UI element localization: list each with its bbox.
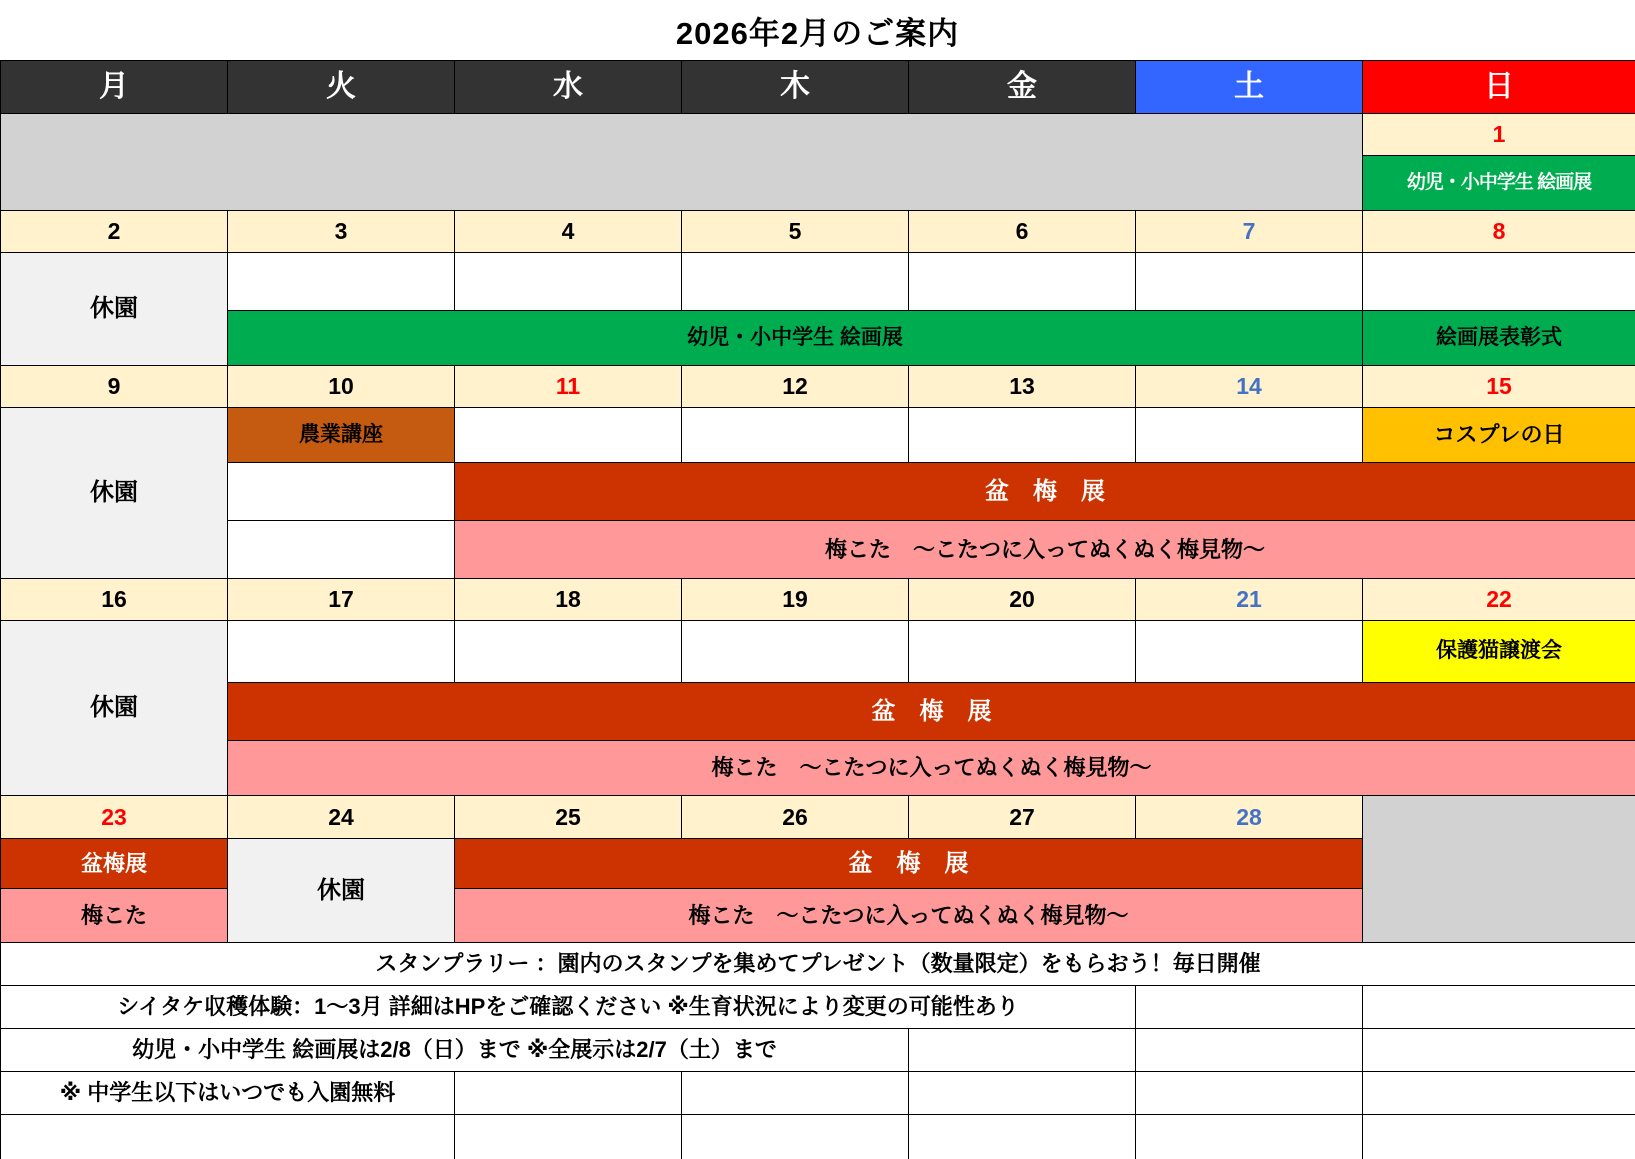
day-7: 7: [1136, 211, 1363, 253]
empty-cell: [1136, 253, 1363, 311]
empty-cell: [228, 463, 455, 521]
grid-cell: [909, 1115, 1136, 1159]
day-19: 19: [682, 579, 909, 621]
day-18: 18: [455, 579, 682, 621]
event-hyoshoshiki-feb8: 絵画展表彰式: [1363, 311, 1635, 366]
week3-event-row-3: [1, 521, 1635, 579]
weekday-header-sun: 日: [1363, 61, 1635, 114]
day-9: 9: [1, 366, 228, 408]
week1-empty-area: [1, 114, 1363, 211]
empty-cell: [455, 408, 682, 463]
note-free-admission: ※ 中学生以下はいつでも入園無料: [1, 1072, 455, 1115]
day-21: 21: [1136, 579, 1363, 621]
empty-cell: [455, 253, 682, 311]
grid-cell: [1136, 1115, 1363, 1159]
day-10: 10: [228, 366, 455, 408]
weekday-header-wed: 水: [455, 61, 682, 114]
event-cosplay-feb15: コスプレの日: [1363, 408, 1635, 463]
page-title: 2026年2月のご案内: [675, 15, 960, 51]
grid-cell: [1363, 1115, 1635, 1159]
empty-cell: [228, 621, 455, 683]
calendar-table: [0, 60, 1635, 1159]
empty-cell: [682, 408, 909, 463]
note-exhibition-dates: 幼児・小中学生 絵画展は2/8（日）まで ※全展示は2/7（土）まで: [1, 1029, 909, 1072]
note-stamp-rally: スタンプラリー ：園内のスタンプを集めてプレゼント（数量限定）をもらおう！毎日開催: [1, 943, 1635, 986]
note-row-empty: [1, 1115, 1635, 1159]
day-8: 8: [1363, 211, 1635, 253]
grid-cell: [1136, 986, 1363, 1029]
day-27: 27: [909, 796, 1136, 839]
note-shiitake: シイタケ収穫体験：1～3月 詳細はHPをご確認ください ※生育状況により変更の可能性あり: [1, 986, 1136, 1029]
empty-cell: [682, 253, 909, 311]
grid-cell: [682, 1115, 909, 1159]
grid-cell: [1363, 1072, 1635, 1115]
day-24: 24: [228, 796, 455, 839]
empty-cell: [1136, 408, 1363, 463]
day-17: 17: [228, 579, 455, 621]
day-11: 11: [455, 366, 682, 408]
week2-event-row-2: [1, 311, 1635, 366]
event-bonbai-bar-week5: 盆 梅 展: [455, 839, 1363, 889]
day-2: 2: [1, 211, 228, 253]
event-cat-adoption-feb22: 保護猫譲渡会: [1363, 621, 1635, 683]
empty-cell: [682, 621, 909, 683]
week4-number-row: [1, 579, 1635, 621]
note-row-3: [1, 1029, 1635, 1072]
event-umekota-feb23: 梅こた: [1, 889, 228, 943]
week1-number-row: [1, 114, 1635, 156]
empty-cell: [455, 621, 682, 683]
weekday-header-mon: 月: [1, 61, 228, 114]
day-14: 14: [1136, 366, 1363, 408]
note-row-4: [1, 1072, 1635, 1115]
empty-cell: [1363, 253, 1635, 311]
day-28: 28: [1136, 796, 1363, 839]
event-umekota-bar-week5: 梅こた ～こたつに入ってぬくぬく梅見物～: [455, 889, 1363, 943]
week3-event-row-2: [1, 463, 1635, 521]
week4-event-row-3: [1, 741, 1635, 796]
weekday-header-sat: 土: [1136, 61, 1363, 114]
empty-cell: [909, 408, 1136, 463]
grid-cell: [909, 1029, 1136, 1072]
closed-feb9: 休園: [1, 408, 228, 579]
event-kaiga-bar-week2: 幼児・小中学生 絵画展: [228, 311, 1363, 366]
day-1: 1: [1363, 114, 1635, 156]
empty-cell: [909, 621, 1136, 683]
week4-event-row-1: [1, 621, 1635, 683]
day-13: 13: [909, 366, 1136, 408]
day-3: 3: [228, 211, 455, 253]
note-row-1: [1, 943, 1635, 986]
title-bar: [0, 0, 1635, 60]
week4-event-row-2: [1, 683, 1635, 741]
event-bonbai-bar-week3: 盆 梅 展: [455, 463, 1635, 521]
event-bonbai-bar-week4: 盆 梅 展: [228, 683, 1635, 741]
grid-cell: [909, 1072, 1136, 1115]
event-kaiga-feb1: 幼児・小中学生 絵画展: [1363, 156, 1635, 211]
weekday-header-thu: 木: [682, 61, 909, 114]
grid-cell: [1, 1115, 455, 1159]
week5-number-row: [1, 796, 1635, 839]
closed-feb2: 休園: [1, 253, 228, 366]
event-umekota-bar-week3: 梅こた ～こたつに入ってぬくぬく梅見物～: [455, 521, 1635, 579]
grid-cell: [1363, 1029, 1635, 1072]
day-22: 22: [1363, 579, 1635, 621]
closed-feb24: 休園: [228, 839, 455, 943]
event-umekota-bar-week4: 梅こた ～こたつに入ってぬくぬく梅見物～: [228, 741, 1635, 796]
grid-cell: [1136, 1029, 1363, 1072]
week5-empty-sunday: [1363, 796, 1635, 943]
note-row-2: [1, 986, 1635, 1029]
day-25: 25: [455, 796, 682, 839]
weekday-header-tue: 火: [228, 61, 455, 114]
day-23: 23: [1, 796, 228, 839]
empty-cell: [228, 521, 455, 579]
grid-cell: [455, 1115, 682, 1159]
grid-cell: [1136, 1072, 1363, 1115]
day-6: 6: [909, 211, 1136, 253]
day-4: 4: [455, 211, 682, 253]
event-nogyo-feb10: 農業講座: [228, 408, 455, 463]
day-12: 12: [682, 366, 909, 408]
day-15: 15: [1363, 366, 1635, 408]
weekday-header-fri: 金: [909, 61, 1136, 114]
day-20: 20: [909, 579, 1136, 621]
grid-cell: [1363, 986, 1635, 1029]
grid-cell: [682, 1072, 909, 1115]
empty-cell: [909, 253, 1136, 311]
week2-event-row-1: [1, 253, 1635, 311]
week2-number-row: [1, 211, 1635, 253]
grid-cell: [455, 1072, 682, 1115]
empty-cell: [228, 253, 455, 311]
event-bonbai-feb23: 盆梅展: [1, 839, 228, 889]
day-16: 16: [1, 579, 228, 621]
closed-feb16: 休園: [1, 621, 228, 796]
day-26: 26: [682, 796, 909, 839]
day-5: 5: [682, 211, 909, 253]
week3-number-row: [1, 366, 1635, 408]
empty-cell: [1136, 621, 1363, 683]
week3-event-row-1: [1, 408, 1635, 463]
weekday-header-row: [1, 61, 1635, 114]
